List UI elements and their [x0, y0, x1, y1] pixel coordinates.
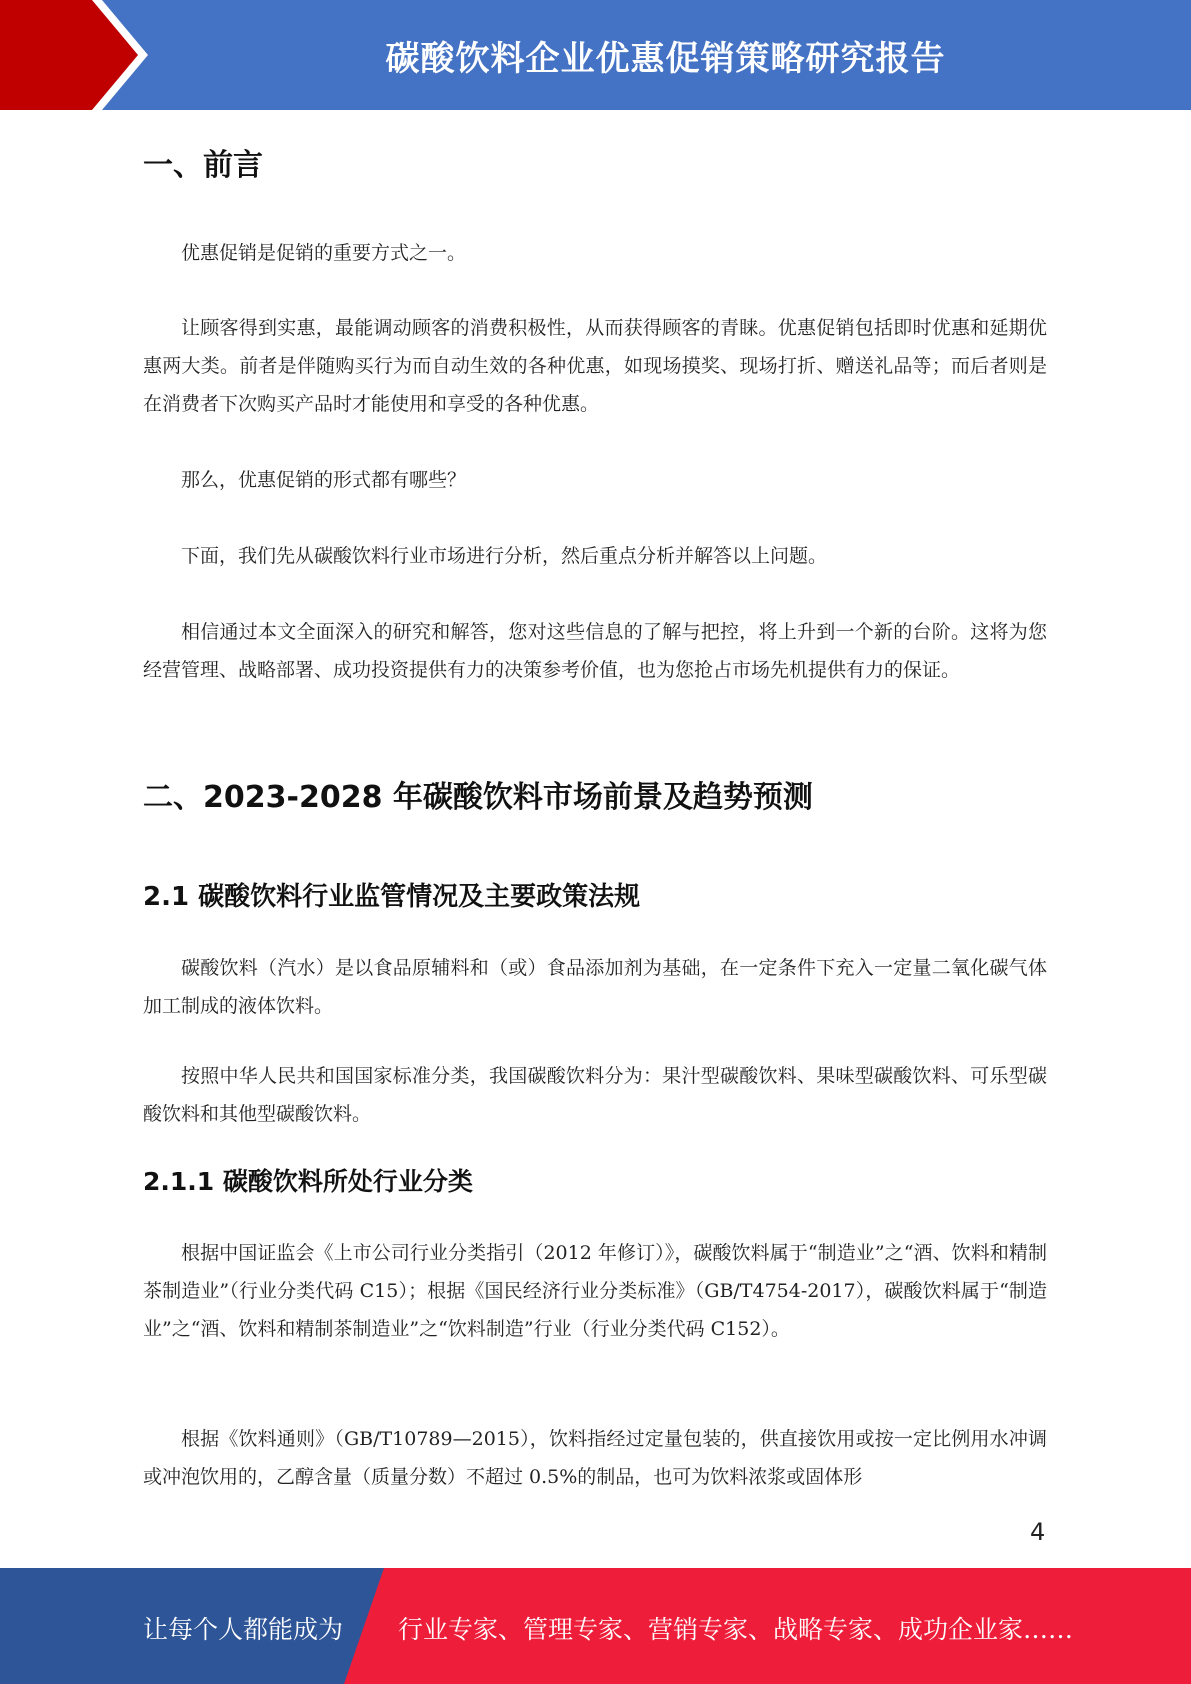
paragraph: 相信通过本文全面深入的研究和解答，您对这些信息的了解与把控，将上升到一个新的台阶。这将为您经营管理、战略部署、成功投资提供有力的决策参考价值，也为您抢占市场先机提供有力的保证。 [143, 621, 1047, 681]
paragraph: 优惠促销是促销的重要方式之一。 [181, 242, 467, 264]
paragraph: 让顾客得到实惠，最能调动顾客的消费积极性，从而获得顾客的青睐。优惠促销包括即时优惠和延期优惠两大类。前者是伴随购买行为而自动生效的各种优惠，如现场摸奖、现场打折、赠送礼品等；而后者则是在消费者下次购买产品时才能使用和享受的各种优惠。 [143, 317, 1047, 415]
subsubsection-heading-classification: 2.1.1 碳酸饮料所处行业分类 [143, 1167, 473, 1196]
footer-slogan-right: 行业专家、管理专家、营销专家、战略专家、成功企业家…… [398, 1615, 1074, 1644]
header-arrow-decoration [0, 0, 160, 110]
paragraph: 那么，优惠促销的形式都有哪些？ [181, 469, 467, 491]
footer-slogan-left: 让每个人都能成为 [143, 1615, 344, 1644]
paragraph: 根据中国证监会《上市公司行业分类指引（2012 年修订）》，碳酸饮料属于“制造业”之“酒、饮料和精制茶制造业”（行业分类代码 C15）；根据《国民经济行业分类标准》（GB/T4754-2017），碳酸饮料属于“制造业”之“酒、饮料和精制茶制造业”之“饮料制造”行业（行业分类代码 C152）。 [143, 1242, 1047, 1340]
subsection-heading-regulation: 2.1 碳酸饮料行业监管情况及主要政策法规 [143, 882, 641, 912]
paragraph: 根据《饮料通则》（GB/T10789—2015），饮料指经过定量包装的，供直接饮用或按一定比例用水冲调或冲泡饮用的，乙醇含量（质量分数）不超过 0.5%的制品，也可为饮料浓浆或固体形 [143, 1428, 1047, 1488]
page-number: 4 [1030, 1518, 1046, 1546]
section-heading-market-forecast: 二、2023-2028 年碳酸饮料市场前景及趋势预测 [143, 780, 813, 815]
report-title: 碳酸饮料企业优惠促销策略研究报告 [385, 38, 946, 79]
paragraph: 碳酸饮料（汽水）是以食品原辅料和（或）食品添加剂为基础，在一定条件下充入一定量二氧化碳气体加工制成的液体饮料。 [143, 957, 1047, 1017]
paragraph: 按照中华人民共和国国家标准分类，我国碳酸饮料分为：果汁型碳酸饮料、果味型碳酸饮料、可乐型碳酸饮料和其他型碳酸饮料。 [143, 1065, 1047, 1125]
section-heading-preface: 一、前言 [143, 148, 263, 183]
paragraph: 下面，我们先从碳酸饮料行业市场进行分析，然后重点分析并解答以上问题。 [181, 545, 828, 567]
